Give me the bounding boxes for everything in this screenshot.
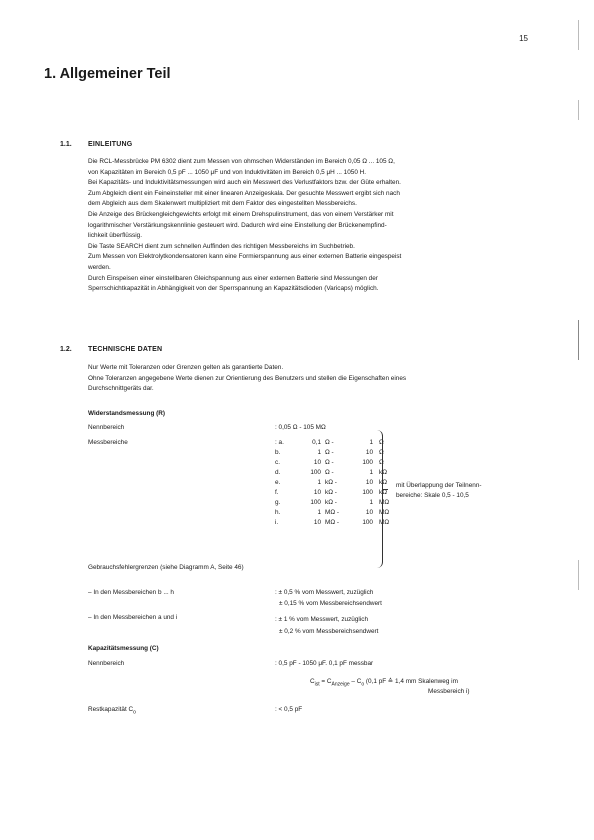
range-to: 1 (369, 439, 373, 446)
range-to: 1 (369, 469, 373, 476)
text-line: Zum Messen von Elektrolytkondensatoren kann eine Formierspannung aus einer externen Batterie eingespeist (88, 253, 402, 261)
text-line: Sperrschichtkapazität in Abhängigkeit von der Sperrspannung an Kapazitätsdioden (Varicaps) möglich. (88, 285, 379, 293)
capacitance-nominal-value: : 0,5 pF - 1050 μF. 0,1 pF messbar (275, 660, 374, 667)
overlap-note (396, 481, 482, 501)
range-from-unit: kΩ - (325, 489, 337, 496)
range-from-unit: kΩ - (325, 499, 337, 506)
range-to: 10 (365, 479, 373, 486)
range-letter: g. (275, 499, 281, 506)
formula-o: o (361, 681, 365, 688)
overlap-line: bereiche: Skale 0,5 - 10,5 (396, 492, 469, 499)
range-letter: h. (275, 509, 281, 516)
range-to-unit: kΩ (379, 479, 387, 486)
text-line: Durchschnittgeräts dar. (88, 385, 154, 393)
range-letter: d. (275, 469, 281, 476)
text-line: Zum Abgleich dient ein Feineinsteller mit einer linearen Anzeigeskala. Der gesuchte Messwert ergibt sich nach (88, 189, 400, 197)
range-from: 1 (317, 479, 321, 486)
formula-note: (0,1 pF ≙ 1,4 mm Skalenweg im (364, 678, 458, 685)
range-letter: f. (275, 489, 279, 496)
range-to-unit: Ω (379, 459, 384, 466)
text-line: dem Abgleich aus dem Skalenwert multipliziert mit dem Faktor des eingestellten Messbereichs. (88, 200, 357, 208)
range-bh-label: – In den Messbereichen b ... h (88, 589, 174, 596)
section-title-technische-daten: TECHNISCHE DATEN (88, 346, 163, 353)
capacitance-formula (310, 677, 458, 687)
range-letter: b. (275, 449, 281, 456)
range-from-unit: kΩ - (325, 479, 337, 486)
range-to: 100 (362, 519, 373, 526)
range-ai-label: – In den Messbereichen a und i (88, 614, 178, 621)
scan-mark (578, 560, 579, 590)
scan-mark (578, 20, 579, 50)
range-to: 1 (369, 499, 373, 506)
range-ai-value-2: ± 0,2 % vom Messbereichsendwert (279, 628, 379, 635)
overlap-line: mit Überlappung der Teilnenn- (396, 482, 482, 489)
text-line: Bei Kapazitäts- und Induktivitätsmessungen wird auch ein Messwert des Verlustfaktors bzw. der Güte erhalten. (88, 179, 401, 187)
resistance-nominal-label: Nennbereich (88, 424, 125, 431)
range-bh-value-1: : ± 0,5 % vom Messwert, zuzüglich (275, 589, 374, 596)
range-from-unit: Ω - (325, 469, 334, 476)
range-letter: : a. (275, 439, 284, 446)
range-to-unit: MΩ (379, 509, 390, 516)
page-number: 15 (519, 34, 528, 43)
range-from: 1 (317, 509, 321, 516)
range-letter: e. (275, 479, 281, 486)
range-to-unit: Ω (379, 449, 384, 456)
range-from: 0,1 (312, 439, 321, 446)
formula-minus: – C (349, 678, 362, 685)
error-limits-label: Gebrauchsfehlergrenzen (siehe Diagramm A, Seite 46) (88, 564, 244, 571)
range-from-unit: Ω - (325, 439, 334, 446)
range-from: 100 (310, 499, 321, 506)
range-from: 1 (317, 449, 321, 456)
brace-tip (382, 489, 388, 490)
resistance-ranges-label: Messbereiche (88, 439, 128, 446)
text-line: Nur Werte mit Toleranzen oder Grenzen gelten als garantierte Daten. (88, 364, 284, 371)
scan-mark (578, 100, 579, 120)
range-from: 10 (313, 519, 321, 526)
range-from-unit: Ω - (325, 449, 334, 456)
range-to-unit: MΩ (379, 499, 390, 506)
formula-note-2: Messbereich i) (428, 688, 470, 695)
range-to-unit: kΩ (379, 469, 387, 476)
text-line: Durch Einspeisen einer einstellbaren Gleichspannung aus einer externen Batterie sind Messungen der (88, 274, 378, 282)
text-line: logarithmischer Verstärkungskennlinie gesteuert wird. Dadurch wird eine Einstellung der Brückenempfind- (88, 221, 387, 229)
text-line: werden. (88, 263, 111, 271)
capacitance-nominal-label: Nennbereich (88, 660, 125, 667)
section-title-einleitung: EINLEITUNG (88, 141, 133, 148)
range-brace (374, 430, 383, 568)
range-letter: i. (275, 519, 279, 526)
range-to: 100 (362, 489, 373, 496)
range-bh-value-2: ± 0,15 % vom Messbereichsendwert (279, 600, 382, 607)
text-line: Die Anzeige des Brückengleichgewichts erfolgt mit einem Drehspulinstrument, das von einem Verstärker mit (88, 210, 394, 218)
rest-capacitance-value: : < 0,5 pF (275, 706, 303, 713)
range-letter: c. (275, 459, 280, 466)
technische-daten-paragraph (88, 363, 558, 395)
rest-label-text: Restkapazität C (88, 706, 134, 713)
text-line: Die RCL-Messbrücke PM 6302 dient zum Messen von ohmschen Widerständen im Bereich 0,05 Ω ... 105 Ω, (88, 158, 395, 165)
section-number-1-1: 1.1. (60, 141, 72, 148)
text-line: lichkeit überflüssig. (88, 232, 142, 240)
range-to-unit: Ω (379, 439, 384, 446)
formula-c: C (310, 678, 315, 685)
formula-anzeige: Anzeige (331, 681, 350, 688)
range-to-unit: kΩ (379, 489, 387, 496)
range-from: 10 (313, 489, 321, 496)
range-from-unit: MΩ - (325, 519, 340, 526)
text-line: Ohne Toleranzen angegebene Werte dienen zur Orientierung des Benutzers und stellen die Eigenschaften eines (88, 374, 407, 382)
einleitung-paragraph (88, 157, 558, 295)
formula-ist: ist (314, 681, 320, 688)
resistance-heading: Widerstandsmessung (R) (88, 410, 165, 417)
range-from-unit: MΩ - (325, 509, 340, 516)
range-from-unit: Ω - (325, 459, 334, 466)
range-ai-value-1: : ± 1 % vom Messwert, zuzüglich (275, 616, 369, 623)
capacitance-heading: Kapazitätsmessung (C) (88, 645, 159, 652)
resistance-nominal-value: : 0,05 Ω - 105 MΩ (275, 424, 326, 431)
formula-eq: = C (319, 678, 332, 685)
text-line: Die Taste SEARCH dient zum schnellen Auffinden des richtigen Messbereichs im Suchbetrieb. (88, 242, 355, 250)
range-from: 100 (310, 469, 321, 476)
range-to: 100 (362, 459, 373, 466)
page-title: 1. Allgemeiner Teil (44, 66, 171, 82)
range-to-unit: MΩ (379, 519, 390, 526)
section-number-1-2: 1.2. (60, 346, 72, 353)
range-to: 10 (365, 509, 373, 516)
scan-mark (578, 320, 579, 360)
range-from: 10 (313, 459, 321, 466)
rest-label-sub: o (133, 709, 136, 716)
range-to: 10 (365, 449, 373, 456)
text-line: von Kapazitäten im Bereich 0,5 pF ... 1050 μF und von Induktivitäten im Bereich 0,5 μH ... 1050 H. (88, 168, 367, 176)
rest-capacitance-label (88, 706, 136, 715)
